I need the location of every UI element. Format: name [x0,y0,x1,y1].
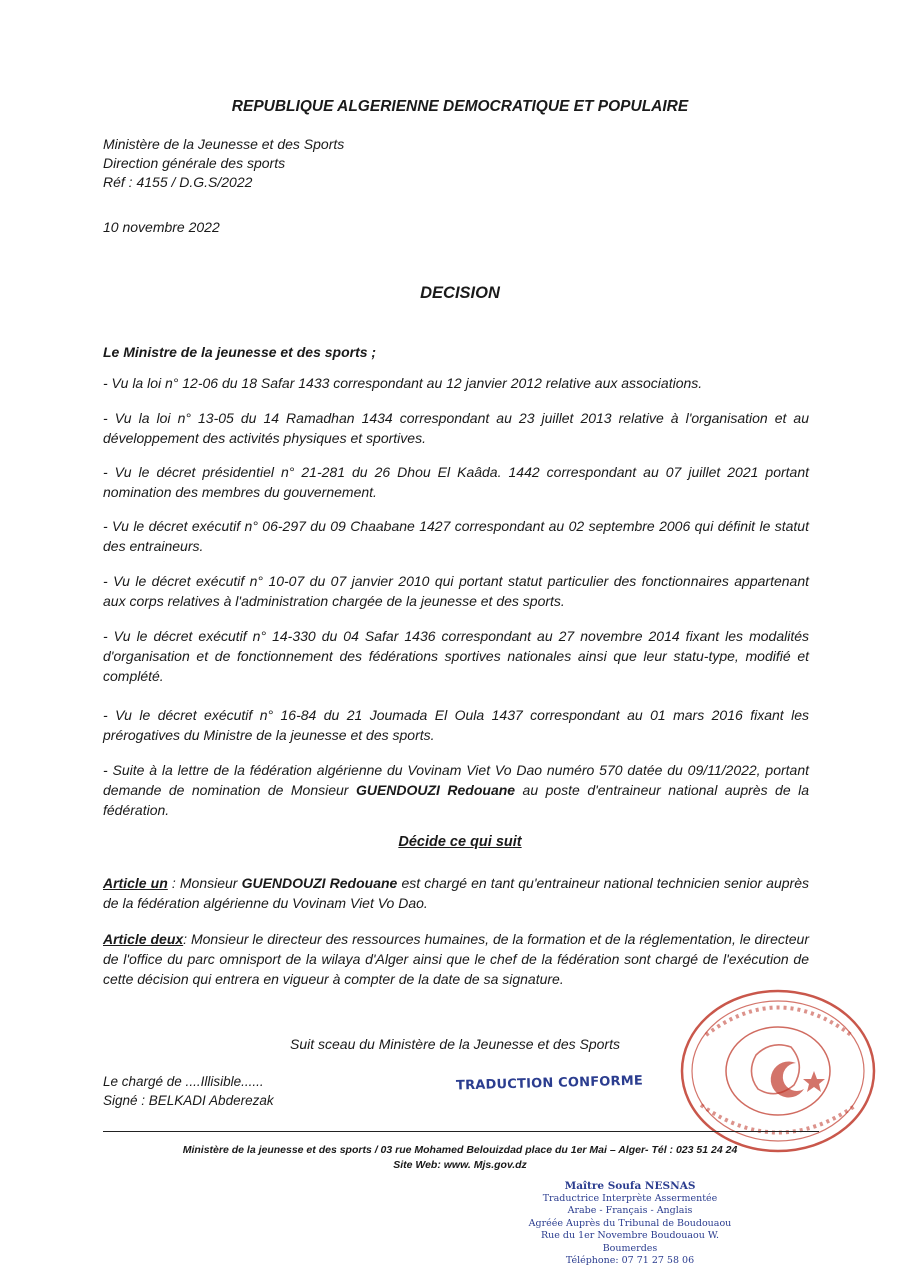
translator-name: Maître Soufa NESNAS [564,1180,696,1192]
official-seal-icon [676,985,881,1160]
direction-name: Direction générale des sports [103,155,286,171]
consideration-item: - Vu le décret présidentiel n° 21-281 du 26 Dhou El Kaâda. 1442 correspondant au 07 juillet 2021 portant nomination des membres du gouvernement. [103,464,809,500]
document-date: 10 novembre 2022 [103,219,220,235]
traduction-conforme-stamp: TRADUCTION CONFORME [455,1073,644,1094]
article-one-label: Article un [103,875,168,891]
ministry-name: Ministère de la Jeunesse et des Sports [103,136,345,152]
footer-divider [103,1131,819,1132]
article-two-label: Article deux [103,931,184,947]
translator-languages: Arabe - Français - Anglais [567,1205,693,1216]
translator-accreditation: Agréée Auprès du Tribunal de Boudouaou [528,1217,732,1229]
signature-block [103,1072,274,1110]
consideration-item: - Vu la loi n° 12-06 du 18 Safar 1433 correspondant au 12 janvier 2012 relative aux associations. [103,375,703,391]
person-name: GUENDOUZI Redouane [355,782,516,798]
article-two [103,929,809,989]
intro-line: Le Ministre de la jeunesse et des sports ; [103,344,377,360]
consideration-item: - Vu le décret exécutif n° 14-330 du 04 Safar 1436 correspondant au 27 novembre 2014 fixant les modalités d'organisation et de fonctionnement des fédérations sportives nationales ainsi que leur statu-type, modifié et complété. [103,628,809,684]
reference-number: Réf : 4155 / D.G.S/2022 [103,174,253,190]
article-one [103,873,809,913]
consideration-item: - Vu le décret exécutif n° 16-84 du 21 Joumada El Oula 1437 correspondant au 01 mars 2016 fixant les prérogatives du Ministre de la jeunesse et des sports. [103,707,809,743]
consideration-item: - Vu le décret exécutif n° 10-07 du 07 janvier 2010 qui portant statut particulier des fonctionnaires appartenant aux corps relatives à l'administration chargée de la jeunesse et des sports. [103,573,809,609]
footer [0,1143,920,1173]
translator-stamp [520,1180,740,1268]
decides-heading: Décide ce qui suit [398,834,522,850]
translator-phone: Téléphone: 07 71 27 58 06 [565,1255,695,1266]
article-one-text: est chargé en tant qu'entraineur national technicien senior auprès de la fédération algérienne du Vovinam Viet Vo Dao. [103,875,809,911]
footer-website: Site Web: www. Mjs.gov.dz [393,1159,527,1171]
translator-address: Rue du 1er Novembre Boudouaou W. Boumerdes [540,1230,720,1254]
document-title: DECISION [420,284,500,302]
request-paragraph [103,760,809,820]
translator-title: Traductrice Interprète Assermentée [542,1192,718,1204]
article-one-person: GUENDOUZI Redouane [241,875,398,891]
signature-line-1: Le chargé de ....Illisible...... [103,1074,264,1089]
republic-heading: REPUBLIQUE ALGERIENNE DEMOCRATIQUE ET POPULAIRE [231,98,689,115]
footer-address: Ministère de la jeunesse et des sports / 03 rue Mohamed Belouizdad place du 1er Mai – Alger- Tél : 023 51 24 24 [182,1144,738,1156]
consideration-item: - Vu le décret exécutif n° 06-297 du 09 Chaabane 1427 correspondant au 02 septembre 2006 qui définit le statut des entraineurs. [103,518,809,554]
seal-note: Suit sceau du Ministère de la Jeunesse et des Sports [290,1036,620,1052]
article-two-text: : Monsieur le directeur des ressources humaines, de la formation et de la réglementation, le directeur de l'office du parc omnisport de la wilaya d'Alger ainsi que le chef de la fédération sont chargé de l'exécution de cette décision qui entrera en vigueur à compter de la date de sa signature. [103,931,809,987]
consideration-item: - Vu la loi n° 13-05 du 14 Ramadhan 1434 correspondant au 23 juillet 2013 relative à l'organisation et au développement des activités physiques et sportives. [103,410,809,446]
request-text-after: au poste d'entraineur national auprès de la fédération. [103,782,809,818]
request-text-before: - Suite à la lettre de la fédération algérienne du Vovinam Viet Vo Dao numéro 570 datée du 09/11/2022, portant demande de nomination de Monsieur [103,762,809,798]
signature-line-2: Signé : BELKADI Abderezak [103,1093,274,1108]
article-one-sep: : Monsieur [167,875,242,891]
